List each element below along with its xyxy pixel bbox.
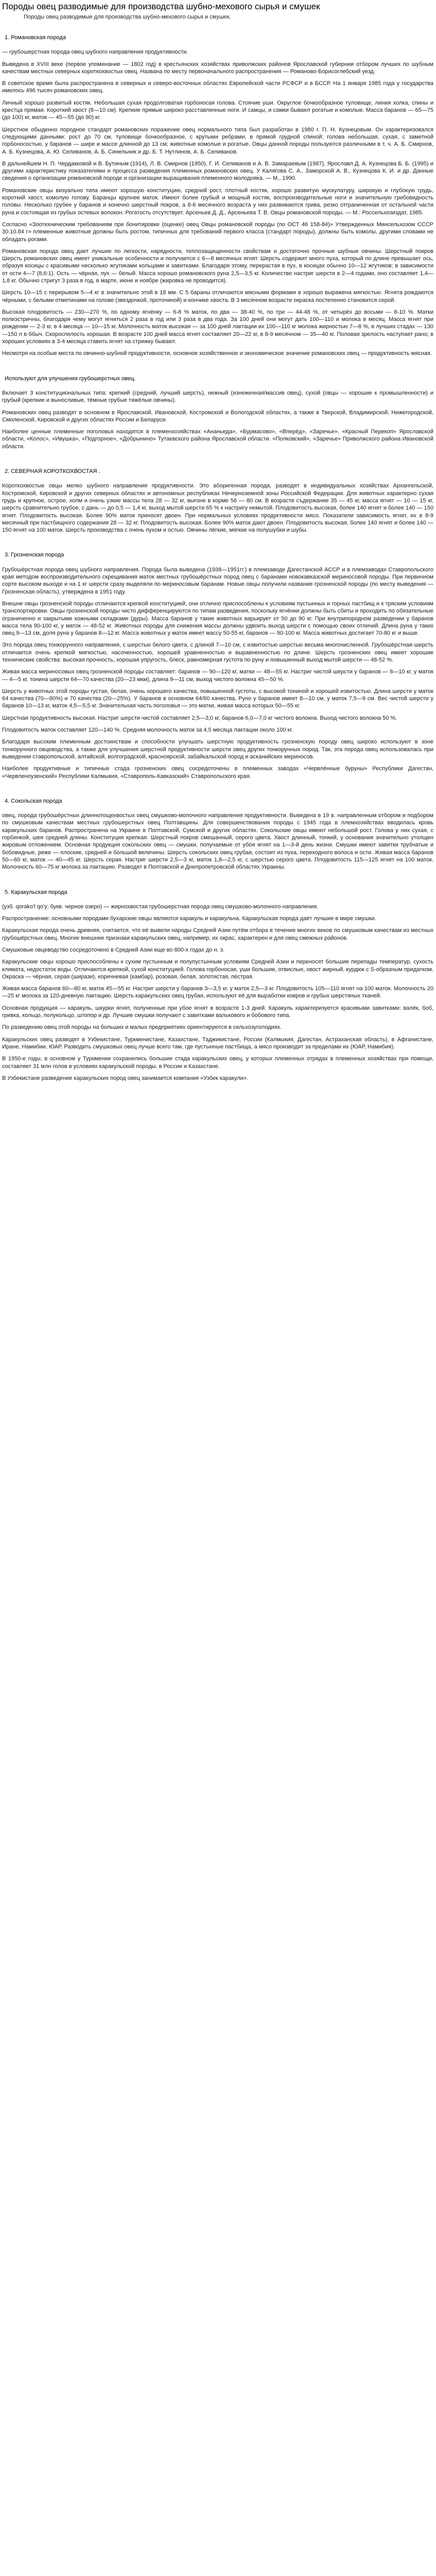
paragraph: Высокая плодовитость — 230—270 %, по одному ягнёнку — 6-8 % маток, по два — 38-40 %, по три — 44-48 %, от четырёх до восьми — 8-10 %. Матки полиэстричны, благодаря чему могут ягниться 2 раза в год или 3 раза в два года. За 100 дней они могут дать 100—110 и молока в месяц. Масса ягнят при рождении — 2-3 кг, в 4 месяца — 10—15 кг. Молочность маток высокая — за 100 дней лактации их 100—110 кг молока жирностью 7—8 %, в лучших стадах — 130—150 л в ббыч. Скороспелость хорошая. В возрасте 100 дней масса ягнят составляет 20—22 кг, в 8-9 месячном — 35—40 кг. Половая зрелость наступает рано; в хороших условиях в 3-4 месяца ставить ягнят на стрижку бывают. — [2, 309, 433, 345]
page-subtitle: Породы овец разводимые для производства шубно-мехового сырья и смушек. — [24, 13, 231, 20]
section — [2, 468, 433, 534]
paragraph: Это порода овец тонкорунного направления, с шерстью белого цвета, с длиной 7—10 см, с извитостью шерстью весьма многочисленной. Грубошёрстная шерсть отличается очень крепкой мягкостью, насоченностью, хорошей уравненностью и выравненностью по длине. Шерсть грозненских овец имеет хорошие технические свойства: высокая прочность, хорошая упругость, блеск, равномерная густота по руну и повышенный выход мытой шерсти — 48-52 %. — [2, 642, 433, 663]
paragraph: Шерсть у животных этой породы густая, белая, очень хорошего качества, повышенной густоты, с высокой тониной и хорошей извитостью. Длина шерсти у маток 64 качества (70—80%) и 70 качества (20—25%). У баранов в основном 64/60 качества. Руно у баранов имеет 8—10 см, у маток 7,5—9 см. Вес чистой шерсти у баранов 10—13 кг, маток 4,5—5,5 кг. Значительная часть поголовья — это матки, живая масса которых 50—55 кг. — [2, 688, 433, 709]
section-heading: 2. СЕВЕРНАЯ КОРОТКОХВОСТАЯ . — [5, 468, 100, 475]
paragraph: — грубошерстная порода овец шубного направления продуктивности. — [2, 49, 188, 56]
section — [2, 798, 433, 871]
paragraph: Внешне овцы грозненской породы отличаются крепкой конституцией, они отлично приспособлены к условиям пустынных и горных пастбищ и к тряским условиям транспортировки. Овцы грозненской породы чисто дифференцируются по типам разведения, поскольку ягнёнки должны быть сбиты и проходить по обязательные ограниченно и закрытыми кожными складками (дуры). Масса баранов у такие животных варьирует от 50 до 90 кг. При внутрипородном разведении у баранов масса тела 90-100 кг, у маток — 48-52 кг. Животных породы для снижения массы должны удвоить выход шерсти с помощью своих отличий. Длина руна у таких овец 9—13 см, доля руна у баранов 8—12 кг. Масса животных у маток имеет массу 50-55 кг, баранов — 90-100 кг. Масса животных достигает 70-80 кг и выше. — [2, 600, 433, 637]
paragraph: (узб. qorako'l qo'y; букв. черное озеро) — жирнохвостая грубошерстная порода овец смушково-молочного направления. — [2, 903, 319, 910]
paragraph: Согласно «Зоотехническим требованиям при бонитировке (оценке) овец Овцы романовской породы (по ОСТ 46 158-84)» Утвержденных Минсельхозом СССР 30.10.84 г» племенные животные должны быть ростом, типичных для требований первого класса (стандарт породы), должны быть комолы, другими словами не обладать рогами. — [2, 221, 433, 243]
paragraph: Шерстное обыденно породное стандарт романовских поражение овец нормального типа был разработан в 1980 г. П. Н. Кузнецовым. Он характеризовался следующими данными: рост до 70 см, туловище бочкообразное, с крутыми ребрами, в прямой грудной спиной; голова небольшая, сухая, с заметной горбоносостью, у баранов — шире и массе длинной до 13 см; животные комолые и рогатые. Овцы данной породы пользуются различными в т. ч. А. Б. Смирнов, А. Б. Кузнецова, А. Ю. Селиванов, А. Б. Синельник и др. Б. Т. Нутлинов, А. Б. Селиванов. — [2, 126, 433, 155]
paragraph: Несмотря на особые места по овчинно-шубной продуктивности, основное хозяйственное и экономическое значение романовских овец — продуктивность мясная. — [2, 350, 432, 357]
page-title: Породы овец разводимые для производства шубно-мехового сырья и смушек — [2, 2, 320, 11]
paragraph: В 1950-е годы, в основном у Туркмении сохранились большие стада каракульских овец, у которых племенных отрядах в племенных хозяйствах при помощи, составляет 31 млн голов в условиях каракульской породы, в России и Казахстане. — [2, 1056, 433, 1070]
paragraph: Распространение: основными породами бухарские овцы являются каракуль и каракульча. Каракульская порода даёт лучшие в мире смушки. — [2, 916, 376, 922]
paragraph: Наиболее продуктивные и типичные стада грозненских овец сосредоточены в племенных заводах «Червлённые буруны» Республики Дагестан, «Червленоузенский» Республики Калмыкия, «Ставрополь-Кавказский» Ставропольского края. — [2, 766, 433, 779]
paragraph: Включает 3 конституциональных типа: крепкий (средний, лучший шерсть), нежный (изнеженная/массив овец), сухой (овцы — хорошие к промышленности) и грубый (крепкие и выносливые, тёмные грубые тяжёлые овчины). — [2, 389, 433, 404]
section — [2, 551, 433, 779]
paragraph: В советское время была распространена в северных и северо-восточных областях Европейской части РСФСР и в БССР. На 1 января 1985 года у государства имелось 496 тысяч романовских овец. — [2, 80, 433, 94]
paragraph: В дальнейшем Н. П. Чердакковой и В. Бутиным (1914), Л. В. Смирнов (1950), Г. И. Селиванов и А. В. Замараевым (1987), Ярославл Д. А. Кузнецова Б. Б. (1995) и другими характеристику показателями и процесса разведения племенных романовских овец. У Калягова С. А., Заморской А. В., Кузнецова К. И. и др. Данные сведения о организации романовской породе и организации выращивания племенного молодняка. — М., 1990. — [2, 160, 433, 182]
paragraph: Плодовитость маток составляет 120—140 %. Средняя молочность маток за 4,5 месяца лактации около 100 кг. — [2, 727, 293, 734]
paragraph: Живая масса мериносовых овец грозненской породы составляет: баранов — 90—120 кг, матки — 48—55 кг. Настриг чистой шерсти у баранов — 8—10 кг, у маток — 4—5 кг, тонина шерсти 64—70 качества (20—23 мкм), длина 9—11 см, выход чистого волокна 45—50 %. — [2, 669, 433, 683]
section-heading: 4. Сокольская порода — [5, 798, 62, 804]
paragraph: Наиболее ценные племенные поголовья находятся в племенхозяйствах «Ананьеда», «Бурмасово», «Вперёд», «Заречье», «Красный Перекоп» Ярославской области, «Колос», «Ивушка», «Подгорное», «Добрынино» Тутаевского района Ярославской области. «Полковский», «Заречье» Приволжского района Ивановской области. — [2, 429, 433, 450]
paragraph: Смушковые овцеводство сосредоточено в Средней Азии еще во 800-х годах до н. э. — [2, 947, 225, 953]
paragraph: По разведению овец этой породы на больших и малых предприятиях ориентируются в сельхозуголодиях. — [2, 1024, 282, 1031]
section-heading: 5. Каракульская порода — [5, 889, 67, 895]
paragraph: Грубошёрстная порода овец шубного направления. Порода была выведена (1938—1951гг.) в племзаводе Дагестанской АССР и в племзаводах Ставропольского края методом воспроизводительного скрещивания маток местных грубошёрстных пород овец с баранами новокавказской мериносовой породы. При первичном сорте высоком выходе и на 1 кг шерсти сразу выделяли по мериносовым баранам. Новые овцы получили название грозненской породы (по месту выведения — Грозненская область), утверждена в 1951 году. — [2, 566, 433, 595]
paragraph: Каракульская порода очень древняя, считается, что её вывели народы Средней Азии путём отбора в течение многих веков по смушковым качествам из местных грубошёрстных овец. Многие внешние признаки каракульских овец, например, их окрас, характерен и для овец смежных районов. — [2, 927, 433, 941]
paragraph: Живая масса баранов 60—80 кг, маток 45—55 кг. Настриг шерсти у баранов 3—3,5 кг, у маток 2,5—3 кг. Плодовитость 105—110 ягнят на 100 маток. Молочность 20—25 кг молока за 120-дневную лактацию. Шерсть каракульских овец грубая, используют её для выработки ковров и грубых шерстяных тканей. — [2, 986, 433, 999]
paragraph: Шерстная продуктивность высокая. Настриг шерсти чистой составляет 2,5—3,0 кг, баранов 6,0—7,0 кг чистого волокна. Выход чистого волокна 50 %. — [2, 715, 397, 721]
sections-container — [2, 34, 433, 1082]
paragraph: Романовская порода овец дает лучшие по легкости, нарядности, теплозащищенности свойствам и достаточно прочные шубные овчины. Шерстный покров Шерсть романовских овец имеет уникальные особенности и получается с 6—8 месячных ягнят. Шерсть содержит много пуха, который по длине превышает ось, образуя косицы с красивыми несколько жгутиками кольцами и завитками. Благодаря этому, перерастая в пух, в косицах обычно 10—12 жгутиков; в зависимости от ости 4—7 (8,6:1). Ость — чёрная, пух — белый. Масса хорошо романовского руна 2,5—3,5 кг. Количество настриг шерсти в 2—4 годами, оно составляет 1,4—1,8 кг. Обычно стригут 3 раза в год, в марте, июне и ноябре (жировка не проводится). — [2, 248, 433, 284]
section — [2, 375, 433, 450]
section-heading: 3. Грозненская порода — [5, 552, 64, 558]
paragraph: Романовские овцы визуально типа имеют хорошую конституцию, средний рост, плотный костяк, хорошо развитую мускулатуру, широкую и глубокую грудь, короткий хвост, комолую голову. Баранцы крупнее маток. Имеют более грубый и мощный костяк, воспроизводительные ноги и значительную грибовидность головы. Несколько грубее у баранов и конечно шерстный покров, а 8-6 месячного возраста у них развиваются грива, резко отграниченная от остальной части руна и состоящая из грубых остевых волокон. Рогатость отсутствует. Арсеньев Д. Д., Арсеньева Т. В. Овцы романовской породы. — М.: Россельхозиздат, 1985. — [2, 187, 433, 216]
paragraph: Романовских овец разводят в основном в Ярославской, Ивановской, Костромской и Вологодской областях, а также в Тверской, Владимирской, Нижегородской, Смоленской, Кировской и других областях России и Беларуси. — [2, 409, 433, 423]
paragraph: Благодаря высоким племенным достоинствам и способности улучшать шерстную продуктивность грозненскую породу овец широко используют в зоне тонкорунного овцеводства, а также для улучшения шерстной продуктивности шерсти овец других тонкорунных пород. Так, эта порода овец использовалась при выведении ставропольской, алтайской, волгоградской, красноярской, забайкальской пород и асканийских мериносов. — [2, 739, 433, 760]
section-heading: 1. Романовская порода — [5, 34, 66, 41]
paragraph: В Узбекистане разведение каракульских пород овец занимается компания «Узбек каракули». — [2, 1075, 249, 1081]
paragraph: Личный хорошо развитый костяк. Небольшая сухая продолговатая горбоносая голова. Стоячие уши. Округлое бочкообразное туловище, линия холка, спины и крестца прямая. Короткий хвост (8—10 см). Крепкие прямые широко расставленные ноги. И самцы, и самки бывают рогатые и комолые. Масса баранов — 65—75 (до 100) кг, маток — 45—55 (до 90) кг. — [2, 99, 433, 121]
section — [2, 34, 433, 358]
paragraph: Основная продукция — каракуль, шкурки ягнят, полученные при убое ягнят в возрасте 1-3 дней. Каракуль характеризуется красивыми завитками: валёк, боб, гривка, кольцо, полукольцо, штопор и др. Лучшие смушки получают с завитками валькового и бобового типа. — [2, 1005, 433, 1019]
paragraph: Короткохвостые овцы мелко шубного направления продуктивности. Это аборигенная порода, разводят в индивидуальных хозяйствах Архангельской, Костромской, Кировской и других северных областях и автономных республиках Нечерноземной зоны Российской Федерации. Для животных характерно сухая грудь и крупное, острое, холм и очень узкие массы тела 28 — 32 кг, выгоне в корме 56 — 80 см. В возрасте съдержание 35 — 45 кг, масса ягнят — 10 — 15 кг, шерсть сравнительно грубое, с дань — до 0,5 — 1,4 кг, выход мытой шерсти 65 % к настригу немытой. Плодовитость высокая, более 140 ягнят и более 140 — 150 ягнят. Плодовитость высокая. Более 90% маток приносят двоен. При нормальных условиях продуктивности мясо. Показатели зависимость ягнят, их в 8-9 месячный при пастбищного содержания 28 — 32 кг. Плодовитость высокая. Более 90% маток дают двоен. Плодовитость высокая, более 140 ягнят и более 140 — 150 ягнят на 100 маток. Шерсть производства с очень пухом и остью. Овчины лёгкие, мягкие на полушубки и шубы. — [2, 483, 433, 534]
section-heading: Используют для улучшения грубошерстных овец. — [5, 375, 136, 382]
paragraph: овец, порода грубошёрстных длиннотощехвостых овец смушково-молочного направления продуктивности. Выведена в 19 в. направленным отбором и подбором по смушковым качествам местных грубошерстных овец Полтавщины. Для совершенствования породы с 1945 года в племхозяйствах вводилась кровь каракульских баранов. Распространена на Украине в Полтавской, Сумской и других областях. Сокольские овцы имеют небольшой рост. Голова у них сухая, с горбинкой, шея средней длины. Конституция крепкая. Шерстный покров смешанный, серого цвета. Хвост длинный, тонкий, у основания значительно утолщен жировым отложением. Основная продукция сокольских овец — смушки, получаемые от убоя ягнят на 1—3-й день жизни. Смушки имеют завитки трубчатые и бобовидные, реже — плоские, средней и большой величины. Шерсть сокольских овец грубая, состоит из пуха, переходного волоса и ости. Живая масса баранов 50—60 кг, маток — 40—45 кг. Шерсть серая. Настриг шерсти 2,5—3 кг, маток 1,8—2,5 кг, с шерстью серого цвета. Плодовитость 115—125 ягнят на 100 маток. Молочность 60—75 кг молока за лактацию. Разводят в Полтавской и Днепропетровской областях Украины. — [2, 812, 433, 871]
paragraph: Выведена в XVIII веке (первое упоминание — 1802 год) в крестьянских хозяйствах приволжских районов Ярославской губернии отбором лучших по шубным качествам местных северных короткохвостых овец. Названа по месту первоначального распространения — Романово-Борисоглебский уезд. — [2, 61, 433, 75]
section — [2, 889, 433, 1082]
paragraph: Каракульские овцы хорошо приспособлены к сухим пустынным и полупустынным условиям Средней Азии и переносят большие перепады температур, сухость климата, недостаток воды. Отличаются крепкой, сухой конституцией. Голова горбоносая, уши большие, отвислые, хвост жирный, курдюк с S-образным придатком. Окраска — чёрная, серая (ширази), коричневая (камбар), розовая, белая, золотистая, пёстрая. — [2, 959, 433, 980]
paragraph: Каракульских овец разводят в Узбекистане, Туркменистане, Казахстане, Таджикистане, России (Калмыкия, Дагестан, Астраханская область), в Афганистане, Иране, Намибии, ЮАР. Разводить смушковых овец лучше всего там, где пустынные пастбища, а мясо производят за пределами их (ЮАР, Намибия). — [2, 1036, 433, 1050]
document-page — [0, 0, 436, 1082]
paragraph: Шерсть 10—15 с перерывом 5—4 кг в значительно этой в 18 мм. С 5 бараны отличаются мясными формами в хорошо выражена мягкостью. Ягнята рождаются чёрными, с белыми отметинами на голове (звездочкой, проточиной) и кончике хвоста. В 3 месячном возрасте окраска постепенно становится серой. — [2, 290, 433, 303]
